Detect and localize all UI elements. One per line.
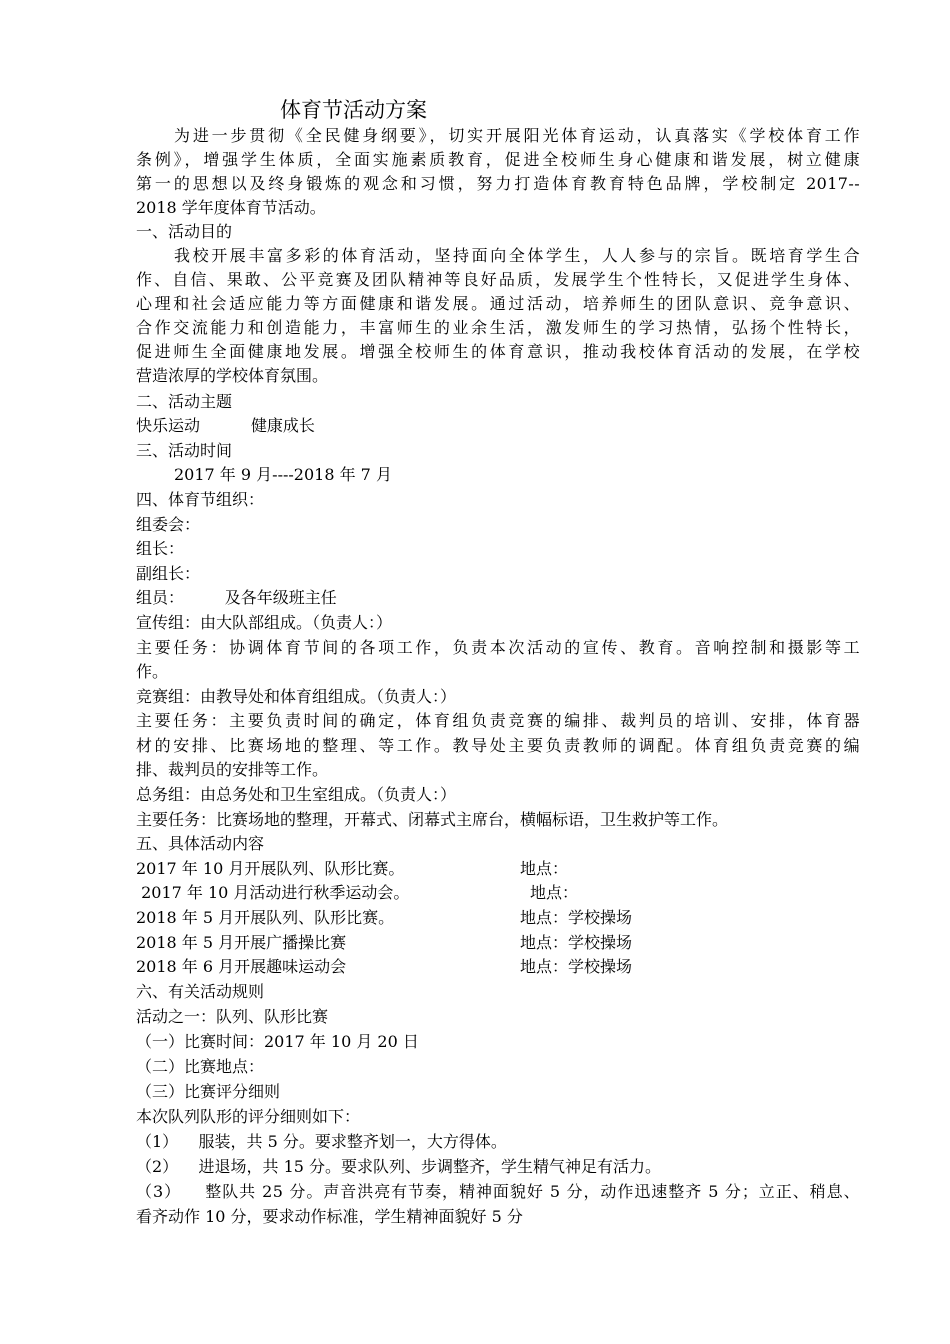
org-line: 竞赛组：由教导处和体育组组成。（负责人：） — [136, 687, 457, 706]
body-line: 作、自信、果敢、公平竞赛及团队精神等良好品质，发展学生个性特长，又促进学生身体、 — [136, 270, 860, 289]
org-line: 组长： — [136, 539, 185, 558]
event-place: 地点：学校操场 — [520, 933, 633, 952]
rule-line: （1） 服装，共 5 分。要求整齐划一，大方得体。 — [136, 1132, 507, 1151]
task-line: 排、裁判员的安排等工作。 — [136, 760, 329, 779]
section-heading: 四、体育节组织： — [136, 490, 265, 509]
org-line: 宣传组：由大队部组成。（负责人：） — [136, 613, 393, 632]
body-line: 促进师生全面健康地发展。增强全校师生的体育意识，推动我校体育活动的发展，在学校 — [136, 342, 860, 361]
task-line: 材的安排、比赛场地的整理、等工作。教导处主要负责教师的调配。体育组负责竞赛的编 — [136, 736, 860, 755]
section-heading: 五、具体活动内容 — [136, 834, 265, 853]
rule-line: 本次队列队形的评分细则如下： — [136, 1107, 361, 1126]
org-line: 副组长： — [136, 564, 201, 583]
section-heading: 六、有关活动规则 — [136, 982, 265, 1001]
org-line: 总务组：由总务处和卫生室组成。（负责人：） — [136, 785, 457, 804]
event-place: 地点：学校操场 — [520, 957, 633, 976]
event-place: 地点： — [520, 859, 569, 878]
intro-line: 第一的思想以及终身锻炼的观念和习惯，努力打造体育教育特色品牌，学校制定 2017-- — [136, 174, 860, 193]
task-line: 作。 — [136, 662, 169, 681]
rule-line: 活动之一：队列、队形比赛 — [136, 1007, 329, 1026]
task-line: 主要任务：协调体育节间的各项工作，负责本次活动的宣传、教育。音响控制和摄影等工 — [136, 638, 860, 657]
body-line: 营造浓厚的学校体育氛围。 — [136, 366, 329, 385]
rule-line: （二）比赛地点： — [136, 1057, 265, 1076]
org-line: 组员： 及各年级班主任 — [136, 588, 337, 607]
body-line: 心理和社会适应能力等方面健康和谐发展。通过活动，培养师生的团队意识、竞争意识、 — [136, 294, 860, 313]
event-place: 地点：学校操场 — [520, 908, 633, 927]
section-heading: 二、活动主题 — [136, 392, 233, 411]
event-line: 2017 年 10 月开展队列、队形比赛。 — [136, 859, 405, 878]
task-line: 主要任务：比赛场地的整理，开幕式、闭幕式主席台，横幅标语，卫生救护等工作。 — [136, 810, 729, 829]
document-title: 体育节活动方案 — [280, 98, 427, 122]
rule-line: （2） 进退场，共 15 分。要求队列、步调整齐，学生精气神足有活力。 — [136, 1157, 662, 1176]
section-heading: 三、活动时间 — [136, 441, 233, 460]
intro-line: 为进一步贯彻《全民健身纲要》，切实开展阳光体育运动，认真落实《学校体育工作 — [174, 126, 860, 145]
body-line: 合作交流能力和创造能力，丰富师生的业余生活，激发师生的学习热情，弘扬个性特长， — [136, 318, 860, 337]
body-line: 我校开展丰富多彩的体育活动，坚持面向全体学生，人人参与的宗旨。既培育学生合 — [174, 246, 860, 265]
rule-line: （3） 整队共 25 分。声音洪亮有节奏，精神面貌好 5 分，动作迅速整齐 5 分；立正、稍息、 — [136, 1182, 860, 1201]
event-line: 2018 年 5 月开展队列、队形比赛。 — [136, 908, 395, 927]
org-line: 组委会： — [136, 515, 201, 534]
section-heading: 一、活动目的 — [136, 222, 233, 241]
theme-line: 快乐运动 健康成长 — [136, 416, 315, 435]
intro-line: 条例》，增强学生体质，全面实施素质教育，促进全校师生身心健康和谐发展，树立健康 — [136, 150, 860, 169]
rule-line: （三）比赛评分细则 — [136, 1082, 281, 1101]
rule-line: （一）比赛时间：2017 年 10 月 20 日 — [136, 1032, 419, 1051]
intro-line: 2018 学年度体育节活动。 — [136, 198, 326, 217]
task-line: 主要任务：主要负责时间的确定，体育组负责竞赛的编排、裁判员的培训、安排，体育器 — [136, 711, 860, 730]
event-place: 地点： — [530, 883, 579, 902]
event-line: 2018 年 6 月开展趣味运动会 — [136, 957, 347, 976]
rule-line: 看齐动作 10 分，要求动作标准，学生精神面貌好 5 分 — [136, 1207, 523, 1226]
time-line: 2017 年 9 月----2018 年 7 月 — [174, 465, 392, 484]
event-line: 2018 年 5 月开展广播操比赛 — [136, 933, 347, 952]
event-line: 2017 年 10 月活动进行秋季运动会。 — [136, 883, 410, 902]
